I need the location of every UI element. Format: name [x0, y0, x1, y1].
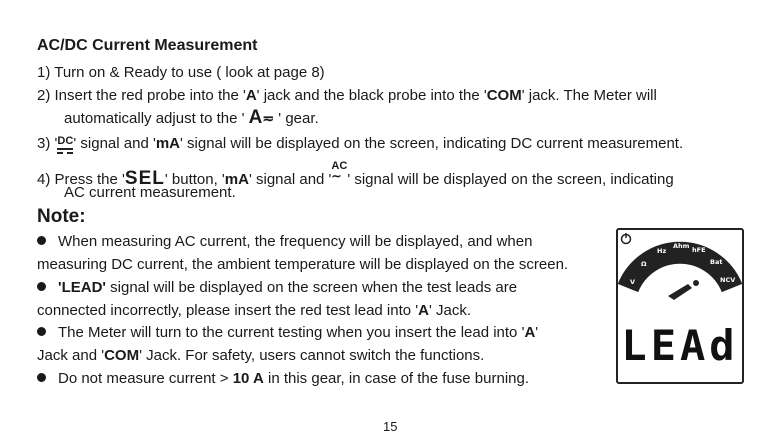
- power-icon: [622, 233, 631, 244]
- step-2: 2) Insert the red probe into the 'A' jack and the black probe into the 'COM' jack. The Meter will: [37, 87, 657, 104]
- bullet-icon: [37, 282, 46, 291]
- dial-label: Bat: [710, 258, 723, 266]
- note-title: Note:: [37, 206, 86, 227]
- note-bullet-2-continued: connected incorrectly, please insert the red test lead into 'A' Jack.: [37, 302, 472, 319]
- meter-lcd-graphic: [618, 230, 742, 382]
- step-3: 3) ' DC ' signal and 'mA' signal will be displayed on the screen, indicating DC current measurement.: [37, 135, 684, 152]
- dial-label: Hz: [657, 247, 667, 255]
- sel-button-label: SEL: [124, 168, 165, 189]
- note-bullet-1: When measuring AC current, the frequency will be displayed, and when: [37, 233, 532, 251]
- dial-label: V: [630, 278, 636, 286]
- bullet-icon: [37, 236, 46, 245]
- dc-symbol: DC: [57, 136, 73, 154]
- page-number: 15: [383, 419, 398, 434]
- bullet-icon: [37, 373, 46, 382]
- dial-label: Ω: [641, 260, 647, 268]
- step-1: 1) Turn on & Ready to use ( look at page 8): [37, 64, 325, 81]
- dial-label: hFE: [692, 246, 706, 254]
- dial-label: NCV: [720, 276, 736, 284]
- note-bullet-1-continued: measuring DC current, the ambient temperature will be displayed on the screen.: [37, 256, 569, 273]
- step-2-continued: automatically adjust to the ' A≂ ' gear.: [64, 107, 319, 128]
- dial-label: Ahm: [673, 242, 690, 250]
- step-4: 4) Press the 'SEL' button, 'mA' signal and ' AC ∼ ' signal will be displayed on the screen, indicating: [37, 160, 674, 189]
- ac-symbol: AC ∼: [331, 160, 348, 183]
- note-bullet-3-continued: Jack and 'COM' Jack. For safety, users cannot switch the functions.: [37, 347, 485, 364]
- note-bullet-3: The Meter will turn to the current testing when you insert the lead into 'A': [37, 324, 538, 342]
- meter-lcd-illustration: [616, 228, 744, 384]
- lcd-lead-readout: LEAd: [621, 321, 739, 370]
- note-bullet-2: 'LEAD' signal will be displayed on the screen when the test leads are: [37, 279, 517, 297]
- ac-dc-current-symbol: A≂: [248, 107, 275, 128]
- current-probe-icon: [668, 280, 699, 300]
- note-bullet-4: Do not measure current > 10 A in this gear, in case of the fuse burning.: [37, 370, 529, 388]
- section-title: AC/DC Current Measurement: [37, 37, 258, 54]
- step-4-continued: AC current measurement.: [64, 184, 236, 201]
- bullet-icon: [37, 327, 46, 336]
